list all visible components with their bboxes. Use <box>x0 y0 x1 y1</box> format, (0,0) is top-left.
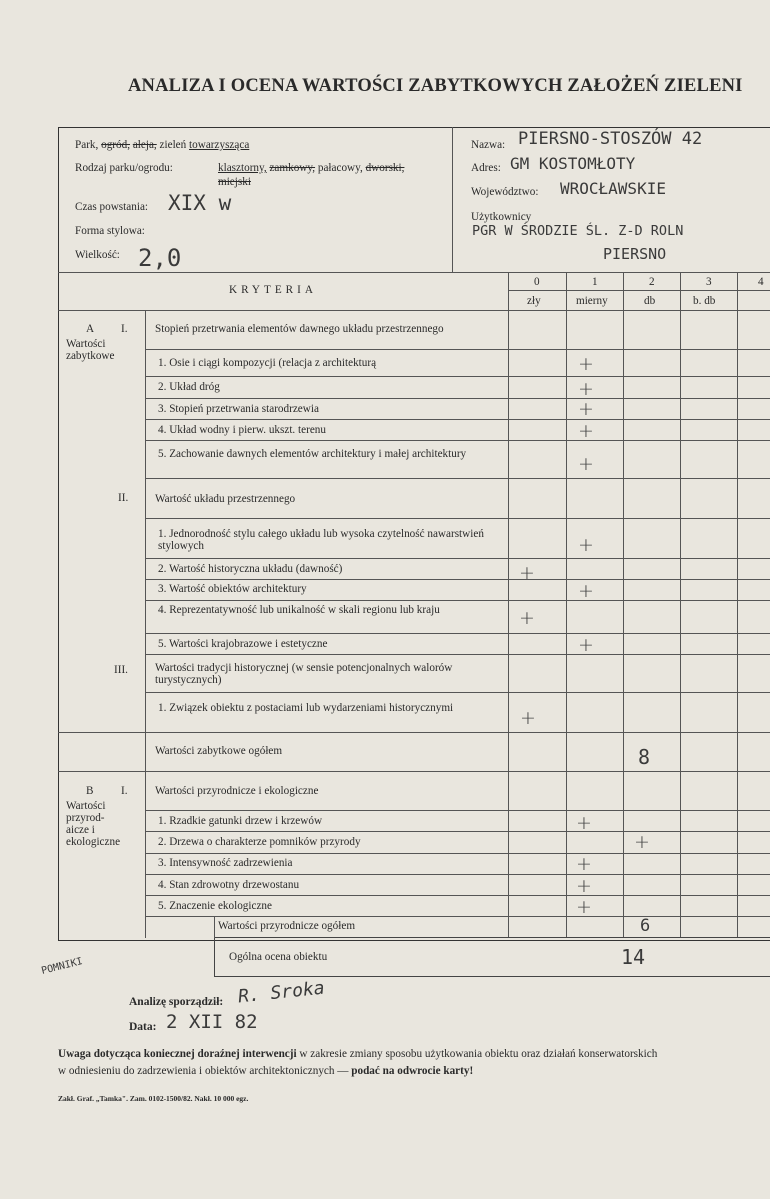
mark-a3-1: + <box>520 707 536 729</box>
rule <box>145 518 770 519</box>
col-line-3 <box>680 272 681 937</box>
rule <box>145 895 770 896</box>
col-line-2 <box>623 272 624 937</box>
uwaga-line-1: Uwaga dotycząca koniecznej doraźnej interwencji w zakresie zmiany sposobu użytkowania obiektu oraz działań konserwatorskich <box>58 1048 658 1060</box>
rule <box>145 398 770 399</box>
section-b-name: Wartości przyrod- aicze i ekologiczne <box>66 800 121 848</box>
uzytkownicy-label: Użytkownicy <box>471 211 532 223</box>
uzytkownicy-value2: PIERSNO <box>603 245 667 263</box>
data-label: Data: <box>129 1021 157 1033</box>
rule <box>145 419 770 420</box>
col-line-0 <box>508 272 509 937</box>
rule <box>145 874 770 875</box>
category-divider <box>145 310 146 938</box>
a2-item-2: 2. Wartość historyczna układu (dawność) <box>158 563 343 575</box>
data-value: 2 XII 82 <box>166 1011 258 1033</box>
col-num-2: 2 <box>649 276 655 288</box>
a1-item-5: 5. Zachowanie dawnych elementów architektury i małej architektury <box>158 448 467 460</box>
section-a-total-label: Wartości zabytkowe ogółem <box>155 745 283 757</box>
col-label-2: db <box>644 295 656 307</box>
wojewodztwo-label: Województwo: <box>471 186 539 198</box>
document-title: ANALIZA I OCENA WARTOŚCI ZABYTKOWYCH ZAŁOŻEŃ ZIELENI <box>128 76 743 96</box>
rule <box>145 600 770 601</box>
nazwa-value: PIERSNO-STOSZÓW 42 <box>518 129 703 149</box>
nazwa-label: Nazwa: <box>471 139 506 151</box>
print-footer: Zakł. Graf. „Tamka". Zam. 0102-1500/82. Nakł. 10 000 egz. <box>58 1094 249 1103</box>
rule <box>58 732 770 733</box>
section-b-letter: B <box>86 785 94 797</box>
b-item-2: 2. Drzewa o charakterze pomników przyrody <box>158 836 361 848</box>
section-a-heading-iii: Wartości tradycji historycznej (w sensie potencjonalnych walorów turystycznych) <box>155 662 453 686</box>
mark-b-4: + <box>576 875 592 897</box>
mark-b-3: + <box>576 853 592 875</box>
mark-a2-2: + <box>519 562 535 584</box>
rule <box>145 916 770 917</box>
uzytkownicy-value1: PGR W ŚRODZIE ŚL. Z-D ROLN <box>472 223 684 239</box>
rule <box>58 272 770 273</box>
col-label-3: b. db <box>693 295 716 307</box>
mark-a2-1: + <box>578 534 594 556</box>
kryteria-heading: KRYTERIA <box>229 284 317 296</box>
rule <box>145 558 770 559</box>
col-num-4: 4 <box>758 276 764 288</box>
rule <box>145 853 770 854</box>
forma-label: Forma stylowa: <box>75 225 145 237</box>
wojewodztwo-value: WROCŁAWSKIE <box>560 179 666 198</box>
mark-a1-1: + <box>578 353 594 375</box>
mark-b-5: + <box>576 896 592 918</box>
czas-label: Czas powstania: <box>75 201 149 213</box>
a2-item-4: 4. Reprezentatywność lub unikalność w skali regionu lub kraju <box>158 604 440 616</box>
rule <box>145 633 770 634</box>
a2-item-5: 5. Wartości krajobrazowe i estetyczne <box>158 638 328 650</box>
col-num-3: 3 <box>706 276 712 288</box>
rule <box>145 478 770 479</box>
adres-value: GM KOSTOMŁOTY <box>510 154 636 173</box>
col-num-0: 0 <box>534 276 540 288</box>
czas-value: XIX w <box>168 191 232 215</box>
rule <box>145 692 770 693</box>
a1-item-2: 2. Układ dróg <box>158 381 220 393</box>
section-b-total-value: 6 <box>640 916 651 936</box>
ogolna-label: Ogólna ocena obiektu <box>229 951 328 963</box>
b-item-1: 1. Rzadkie gatunki drzew i krzewów <box>158 815 323 827</box>
rodzaj-label: Rodzaj parku/ogrodu: <box>75 162 173 174</box>
mark-a2-5: + <box>578 634 594 656</box>
adres-label: Adres: <box>471 162 501 174</box>
mark-a1-5: + <box>578 453 594 475</box>
park-label: Park, ogród, aleja, zieleń towarzysząca <box>75 139 250 151</box>
rule <box>145 654 770 655</box>
rule <box>145 831 770 832</box>
section-a-roman-iii: III. <box>114 664 128 676</box>
col-label-1: mierny <box>576 295 608 307</box>
section-a-roman: I. <box>121 323 128 335</box>
rule <box>58 310 770 311</box>
section-a-name: Wartości zabytkowe <box>66 338 115 362</box>
a3-item-1: 1. Związek obiektu z postaciami lub wydarzeniami historycznymi <box>158 702 454 714</box>
a1-item-4: 4. Układ wodny i pierw. ukszt. terenu <box>158 424 326 436</box>
b-item-4: 4. Stan zdrowotny drzewostanu <box>158 879 300 891</box>
mark-a2-3: + <box>578 580 594 602</box>
analize-label: Analizę sporządził: <box>129 996 224 1008</box>
a1-item-1: 1. Osie i ciągi kompozycji (relacja z architekturą <box>158 357 377 369</box>
section-b-total-label: Wartości przyrodnicze ogółem <box>218 920 356 932</box>
rule <box>145 349 770 350</box>
ogolna-divider <box>214 916 215 938</box>
mark-b-2: + <box>634 831 650 853</box>
ogolna-value: 14 <box>621 945 646 969</box>
rule <box>145 810 770 811</box>
col-label-0: zły <box>527 295 541 307</box>
uwaga-line-2: w odniesieniu do zadrzewienia i obiektów architektonicznych — podać na odwrocie karty! <box>58 1065 474 1077</box>
a2-item-1: 1. Jednorodność stylu całego układu lub wysoka czytelność nawarstwień stylowych <box>158 528 484 552</box>
a1-item-3: 3. Stopień przetrwania starodrzewia <box>158 403 319 415</box>
rule <box>58 771 770 772</box>
header-divider <box>452 127 453 272</box>
analize-signature: R. Sroka <box>237 977 326 1008</box>
section-a-letter: A <box>86 323 95 335</box>
a2-item-3: 3. Wartość obiektów architektury <box>158 583 307 595</box>
section-a-total-value: 8 <box>638 745 651 769</box>
margin-note: POMNIKI <box>40 956 84 977</box>
mark-a1-4: + <box>578 420 594 442</box>
rodzaj-values: klasztorny, zamkowy, pałacowy, dworski, <box>218 162 405 174</box>
mark-a1-3: + <box>578 398 594 420</box>
section-a-heading-ii: Wartość układu przestrzennego <box>155 493 296 505</box>
rule <box>145 579 770 580</box>
wielkosc-value: 2,0 <box>138 244 182 272</box>
wielkosc-label: Wielkość: <box>75 249 120 261</box>
rodzaj-miejski: miejski <box>218 176 251 188</box>
section-a-heading-i: Stopień przetrwania elementów dawnego układu przestrzennego <box>155 323 444 335</box>
section-a-roman-ii: II. <box>118 492 129 504</box>
b-item-3: 3. Intensywność zadrzewienia <box>158 857 293 869</box>
section-b-heading: Wartości przyrodnicze i ekologiczne <box>155 785 319 797</box>
mark-b-1: + <box>576 812 592 834</box>
col-line-1 <box>566 272 567 937</box>
mark-a1-2: + <box>578 378 594 400</box>
b-item-5: 5. Znaczenie ekologiczne <box>158 900 272 912</box>
col-header-mid <box>508 290 770 291</box>
section-b-roman: I. <box>121 785 128 797</box>
rule <box>145 376 770 377</box>
mark-a2-4: + <box>519 607 535 629</box>
col-line-4 <box>737 272 738 937</box>
rule <box>145 440 770 441</box>
col-num-1: 1 <box>592 276 598 288</box>
